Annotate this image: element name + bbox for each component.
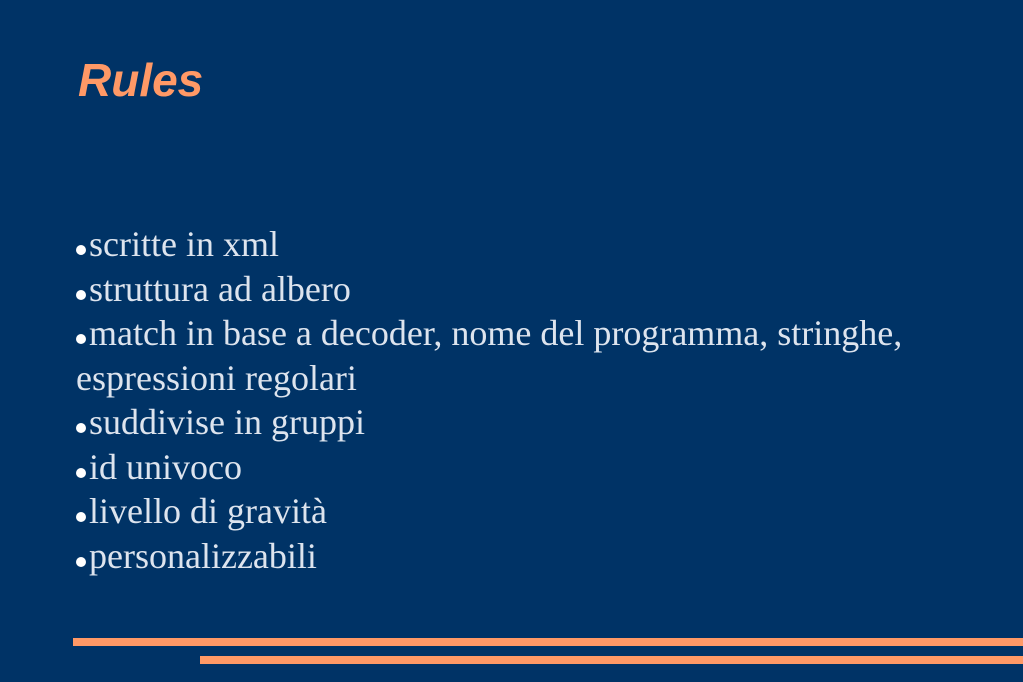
bullet-text: match in base a decoder, nome del programma, stringhe, espressioni regolari	[76, 313, 903, 398]
bullet-item	[76, 534, 976, 579]
bullet-item	[76, 311, 976, 400]
bullet-dot-icon	[76, 290, 86, 300]
bullet-dot-icon	[76, 334, 86, 344]
bullet-item	[76, 400, 976, 445]
bullet-item	[76, 222, 976, 267]
bullet-dot-icon	[76, 557, 86, 567]
decorative-line-upper	[73, 638, 1023, 646]
slide-title: Rules	[78, 54, 204, 106]
bullet-text: suddivise in gruppi	[89, 402, 365, 442]
bullet-dot-icon	[76, 423, 86, 433]
bullet-text: id univoco	[89, 446, 242, 487]
bullet-list	[76, 222, 976, 578]
bullet-text: livello di gravità	[89, 491, 327, 531]
bullet-dot-icon	[76, 468, 86, 478]
bullet-text: personalizzabili	[89, 535, 317, 576]
bullet-text: scritte in xml	[89, 224, 279, 264]
bullet-dot-icon	[76, 512, 86, 522]
bullet-dot-icon	[76, 245, 86, 255]
decorative-line-lower	[200, 656, 1023, 664]
bullet-item	[76, 267, 976, 312]
bullet-text: struttura ad albero	[89, 268, 351, 309]
bullet-item	[76, 445, 976, 490]
bullet-item	[76, 489, 976, 534]
